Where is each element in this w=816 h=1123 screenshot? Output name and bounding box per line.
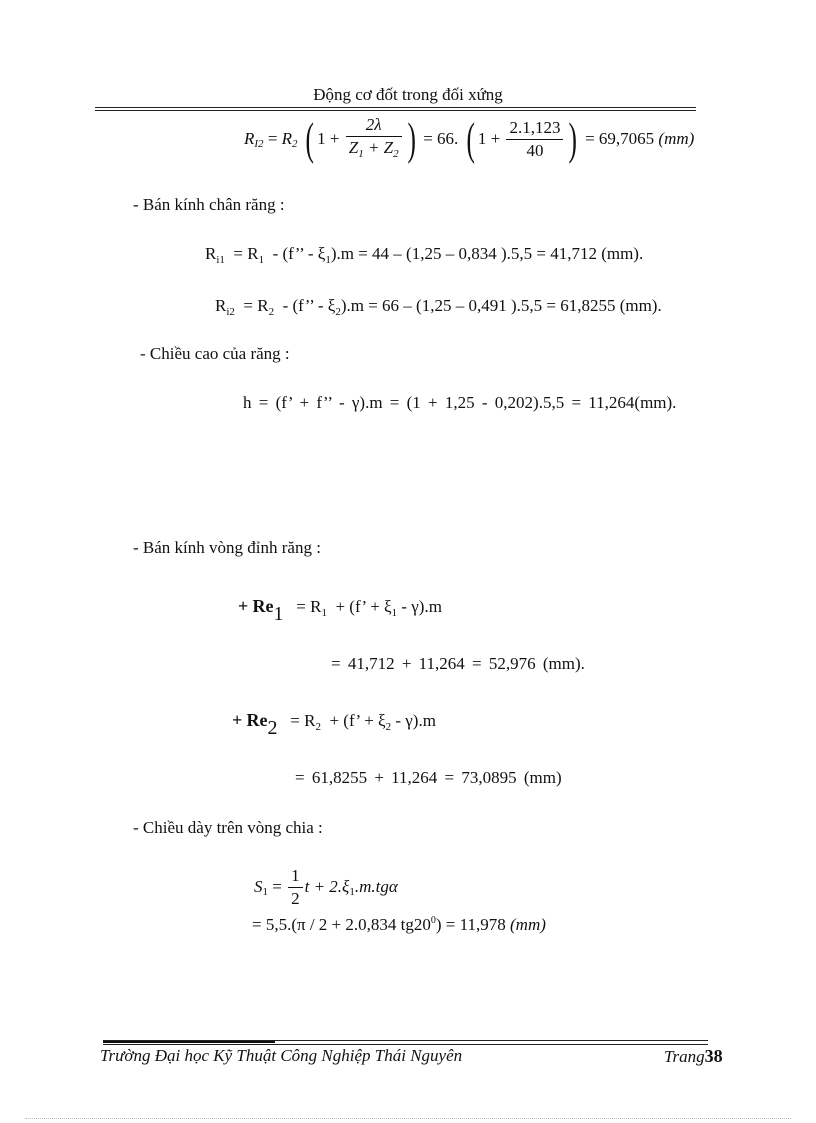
equation-re2: + Re2 = $R_2 + (f$’ + $\xi_2 - \gamma).m$: [232, 710, 436, 739]
equation-s1: $S_1$ = $\frac{1}{2}$ $t + 2.\xi_1.m.tg\alpha$: [254, 865, 398, 908]
equation-ri2: $R_{I2} = R_2$ ( 1 + $\frac{2\lambda}{Z_1 + Z_2}$ ) = 66. ( 1 + $\frac{2.1,123}{40}$ ) = 69,7065 (mm): [244, 113, 695, 165]
footer-rule-bottom: [103, 1044, 708, 1045]
equation-re2-result: = 61,8255 + 11,264 = 73,0895 (mm): [295, 768, 562, 787]
footer-school-name: Trường Đại học Kỹ Thuật Công Nghiệp Thái Nguyên: [100, 1046, 463, 1065]
equation-ri1: $R_{i1} = R_1 - (f$’’ - $\xi_1).m = 44 - (1,25 - 0,834$ ).5,5 = 41,712 (mm).: [205, 244, 644, 266]
footer-rule-thick: [103, 1041, 275, 1043]
equation-re1-result: = 41,712 + 11,264 = 52,976 (mm).: [331, 654, 585, 673]
footer-rule-top: [103, 1040, 708, 1041]
footer-page: [664, 1046, 723, 1067]
section-heading-chieu-day: - Chiều dày trên vòng chia :: [133, 818, 323, 837]
section-heading-ban-kinh-dinh: - Bán kính vòng đỉnh răng :: [133, 538, 321, 557]
section-heading-ban-kinh-chan-rang: - Bán kính chân răng :: [133, 195, 285, 214]
equation-s1-result: = 5,5.(π / 2 + 2.0,834 $tg20^0) = 11,978$ (mm): [252, 915, 546, 934]
header-rule-top: [95, 107, 696, 108]
footer-page-number: 38: [704, 1046, 723, 1066]
footer-page-label: Trang: [664, 1047, 705, 1066]
equation-h: h = (f’ + f’’ - γ).m = (1 + 1,25 - 0,202).5,5 = 11,264(mm).: [243, 393, 677, 412]
page-header-title: Động cơ đốt trong đối xứng: [313, 85, 503, 104]
equation-ri2-root: $R_{i2} = R_2 - (f$’’ - $\xi_2).m = 66 - (1,25 - 0,491$ ).5,5 = 61,8255 (mm).: [215, 296, 662, 318]
section-heading-chieu-cao: - Chiều cao của răng :: [140, 344, 290, 363]
equation-re1: + Re1 = $R_1 + (f$’ + $\xi_1 - \gamma).m$: [238, 596, 442, 625]
page-bottom-divider: [25, 1118, 791, 1119]
header-rule-bottom: [95, 110, 696, 111]
